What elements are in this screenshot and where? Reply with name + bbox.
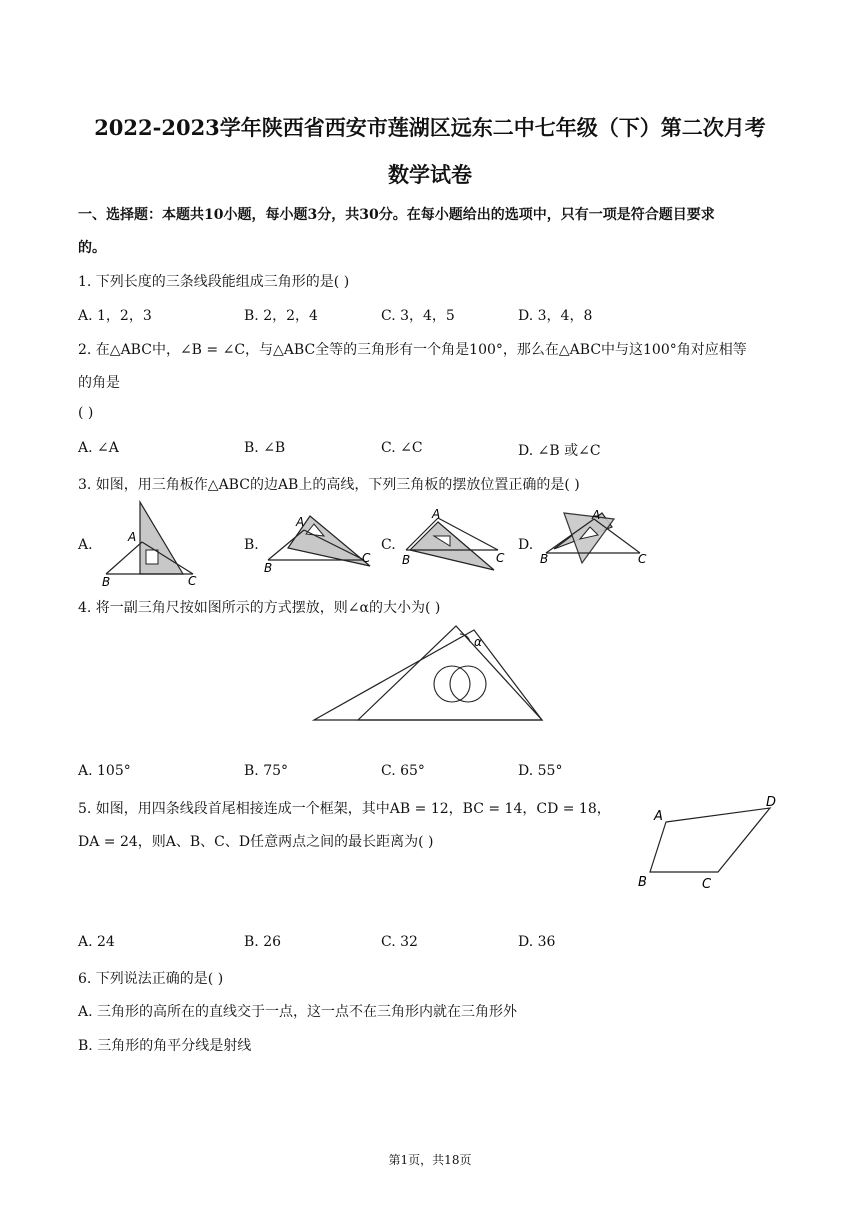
q2-option-a: A. ∠A: [78, 440, 119, 456]
q4-option-a: A. 105°: [78, 763, 131, 779]
q3-option-d: D.: [518, 537, 534, 553]
point-label: C: [496, 551, 505, 565]
question-3-stem: 3. 如图，用三角板作△ABC的边AB上的高线，下列三角板的摆放位置正确的是( ): [78, 477, 580, 493]
q5-option-d: D. 36: [518, 934, 556, 950]
q2-option-b: B. ∠B: [244, 440, 286, 456]
q5-option-a: A. 24: [78, 934, 115, 950]
point-label: B: [540, 552, 549, 566]
page-footer: 第1页，共18页: [388, 1153, 472, 1167]
q6-option-b: B. 三角形的角平分线是射线: [78, 1038, 252, 1054]
q3-figure-a: [98, 498, 210, 588]
point-label: C: [362, 551, 371, 565]
section-header-cont: 的。: [78, 240, 106, 256]
q4-option-b: B. 75°: [244, 763, 289, 779]
point-label: B: [638, 875, 647, 890]
point-label: C: [188, 574, 197, 588]
paper-title-line2: 数学试卷: [388, 162, 472, 187]
point-label: A: [432, 507, 441, 521]
q3-option-c: C.: [381, 537, 396, 553]
alpha-label: α: [474, 635, 482, 649]
q6-option-a: A. 三角形的高所在的直线交于一点，这一点不在三角形内就在三角形外: [78, 1004, 518, 1020]
q1-option-c: C. 3，4，5: [381, 308, 455, 324]
q1-option-d: D. 3，4，8: [518, 308, 593, 324]
q2-option-c: C. ∠C: [381, 440, 423, 456]
point-label: C: [638, 552, 647, 566]
question-2-stem: 2. 在△ABC中，∠B = ∠C，与△ABC全等的三角形有一个角是100°，那么在△ABC中与这100°角对应相等: [78, 342, 747, 358]
q1-option-a: A. 1，2，3: [78, 308, 152, 324]
question-5-stem-cont: DA = 24，则A、B、C、D任意两点之间的最长距离为( ): [78, 834, 434, 850]
question-2-paren: ( ): [78, 405, 94, 421]
q1-option-b: B. 2，2，4: [244, 308, 318, 324]
point-label: D: [766, 795, 777, 810]
q5-option-c: C. 32: [381, 934, 418, 950]
q5-option-b: B. 26: [244, 934, 282, 950]
question-1-stem: 1. 下列长度的三条线段能组成三角形的是( ): [78, 274, 350, 290]
point-label: A: [654, 809, 663, 824]
point-label: A: [592, 508, 601, 522]
question-6-stem: 6. 下列说法正确的是( ): [78, 971, 224, 987]
point-label: A: [296, 515, 305, 529]
q3-figure-d: [536, 505, 654, 577]
q5-figure-quadrilateral: [632, 790, 784, 890]
q3-option-a: A.: [78, 537, 93, 553]
point-label: A: [128, 530, 137, 544]
question-2-stem-cont: 的角是: [78, 375, 120, 391]
point-label: B: [102, 575, 111, 588]
q4-figure-set-squares: [308, 620, 554, 726]
q4-option-d: D. 55°: [518, 763, 563, 779]
q3-figure-c: [398, 504, 510, 578]
q3-figure-b: [262, 508, 382, 578]
q4-option-c: C. 65°: [381, 763, 425, 779]
paper-title-line1: 2022-2023学年陕西省西安市莲湖区远东二中七年级（下）第二次月考: [94, 115, 766, 140]
question-5-stem: 5. 如图，用四条线段首尾相接连成一个框架，其中AB = 12，BC = 14，CD = 18，: [78, 801, 611, 817]
q3-option-b: B.: [244, 537, 259, 553]
point-label: C: [702, 877, 712, 890]
q2-option-d: D. ∠B 或∠C: [518, 443, 601, 459]
point-label: B: [402, 553, 411, 567]
section-header: 一、选择题：本题共10小题，每小题3分，共30分。在每小题给出的选项中，只有一项是符合题目要求: [78, 207, 715, 223]
question-4-stem: 4. 将一副三角尺按如图所示的方式摆放，则∠α的大小为( ): [78, 600, 441, 616]
point-label: B: [264, 561, 273, 575]
